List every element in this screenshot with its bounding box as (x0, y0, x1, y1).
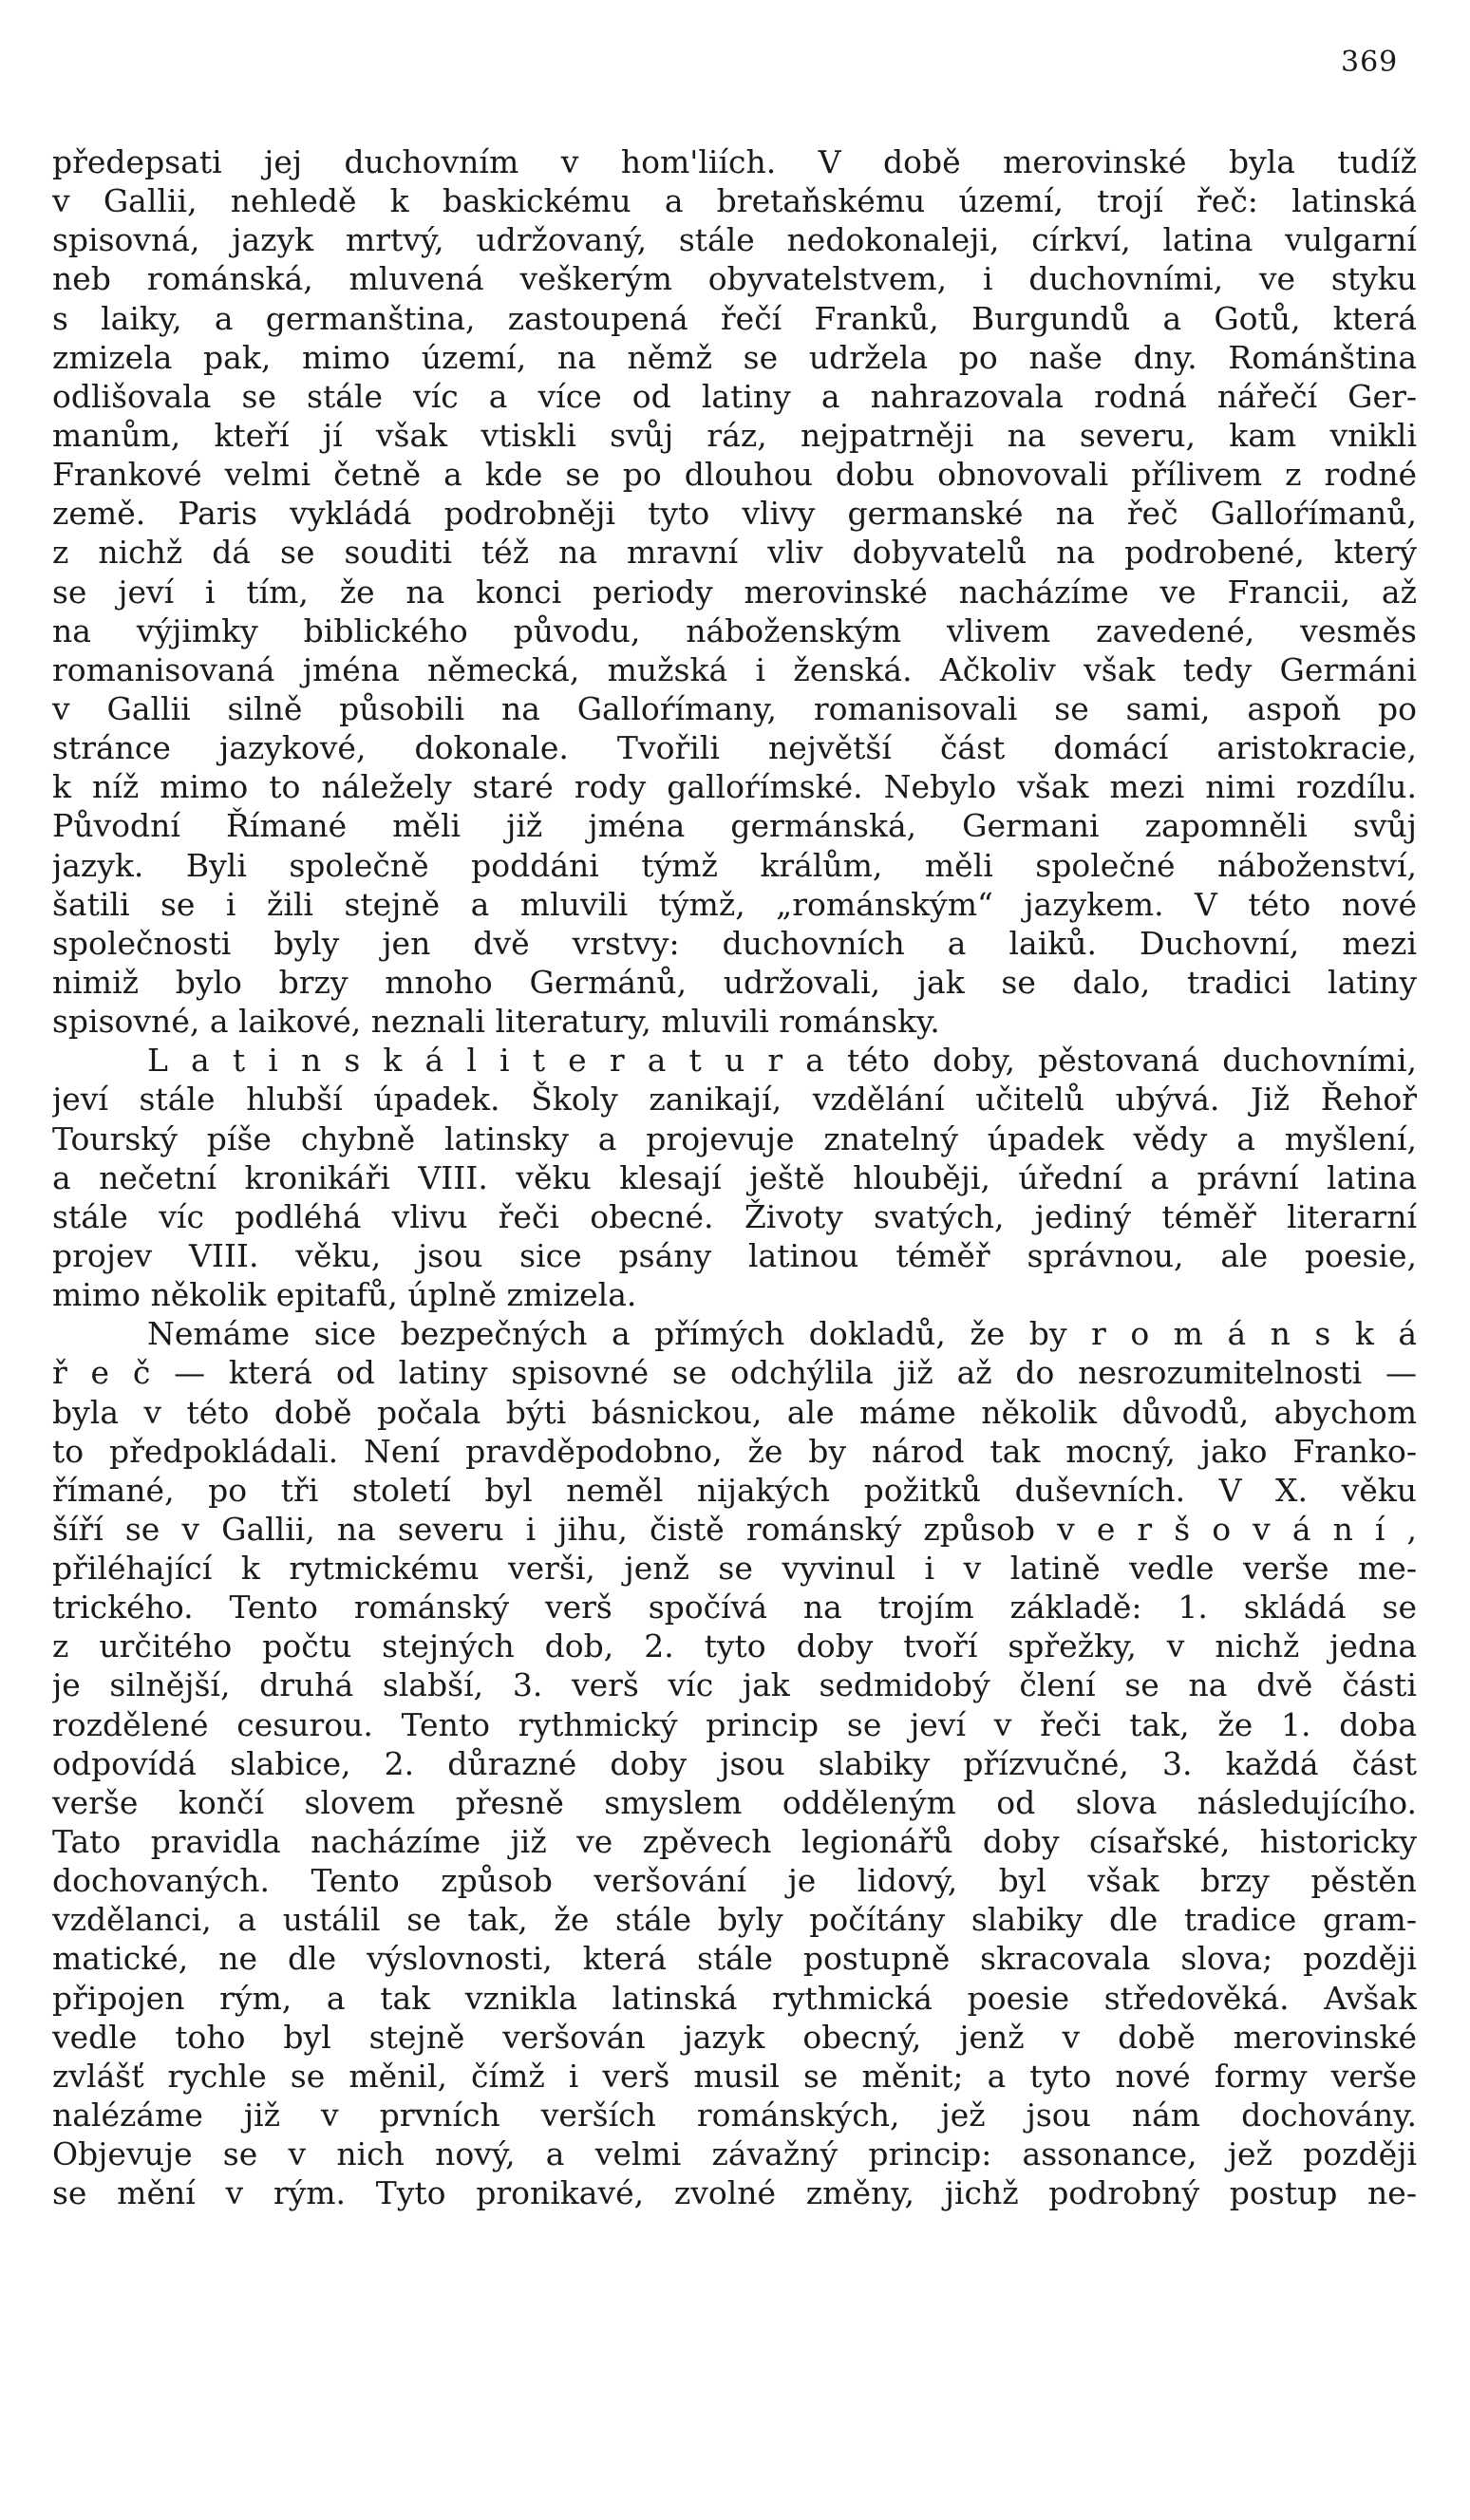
text-line: L a t i n s k á l i t e r a t u r a této doby, pěstovaná duchovními, (147, 1042, 1417, 1080)
text-line: to předpokládali. Není pravděpodobno, že by národ tak mocný, jako Franko- (52, 1432, 1417, 1470)
text-line: vzdělanci, a ustálil se tak, že stále byly počítány slabiky dle tradice gram- (52, 1901, 1417, 1939)
text-line: šatili se i žili stejně a mluvili týmž, „románským“ jazykem. V této nové (52, 885, 1417, 923)
text-line: matické, ne dle výslovnosti, která stále postupně skracovala slova; později (52, 1940, 1417, 1978)
text-line: společnosti byly jen dvě vrstvy: duchovních a laiků. Duchovní, mezi (52, 924, 1417, 962)
text-line: římané, po tři století byl neměl nijakých požitků duševních. V X. věku (52, 1471, 1417, 1509)
text-line: manům, kteří jí však vtiskli svůj ráz, nejpatrněji na severu, kam vnikli (52, 416, 1417, 454)
text-line: odpovídá slabice, 2. důrazné doby jsou slabiky přízvučné, 3. každá část (52, 1744, 1417, 1782)
text-line: Frankové velmi četně a kde se po dlouhou dobu obnovovali přílivem z rodné (52, 456, 1417, 494)
text-line: byla v této době počala býti básnickou, ale máme několik důvodů, abychom (52, 1393, 1417, 1431)
text-line: a nečetní kronikáři VIII. věku klesají ještě hlouběji, úřední a právní latina (52, 1158, 1417, 1196)
text-line: vedle toho byl stejně veršován jazyk obecný, jenž v době merovinské (52, 2018, 1417, 2056)
text-line: z nichž dá se souditi též na mravní vliv dobyvatelů na podrobené, který (52, 534, 1417, 572)
text-line: na výjimky biblického původu, náboženským vlivem zavedené, vesměs (52, 611, 1417, 649)
text-line: nalézáme již v prvních verších románských, jež jsou nám dochovány. (52, 2097, 1417, 2134)
text-line: rozdělené cesurou. Tento rythmický princip se jeví v řeči tak, že 1. doba (52, 1705, 1417, 1743)
text-line: s laiky, a germanština, zastoupená řečí Franků, Burgundů a Gotů, která (52, 299, 1417, 337)
text-line: připojen rým, a tak vznikla latinská rythmická poesie středověká. Avšak (52, 1979, 1417, 2017)
text-line: odlišovala se stále víc a více od latiny a nahrazovala rodná nářečí Ger- (52, 377, 1417, 415)
text-line: k níž mimo to náležely staré rody galloŕímské. Nebylo však mezi nimi rozdílu. (52, 768, 1417, 806)
text-line: projev VIII. věku, jsou sice psány latinou téměř správnou, ale poesie, (52, 1236, 1417, 1274)
text-line: se jeví i tím, že na konci periody merovinské nacházíme ve Francii, až (52, 573, 1417, 611)
text-line: Nemáme sice bezpečných a přímých dokladů, že by r o m á n s k á (147, 1315, 1417, 1353)
text-line: šíří se v Gallii, na severu i jihu, čistě románský způsob v e r š o v á n í , (52, 1510, 1417, 1548)
text-line: spisovné, a laikové, neznali literatury, mluvili románsky. (52, 1003, 940, 1041)
text-line: trického. Tento románský verš spočívá na trojím základě: 1. skládá se (52, 1589, 1417, 1627)
text-line: stránce jazykové, dokonale. Tvořili největší část domácí aristokracie, (52, 729, 1417, 767)
page-number: 369 (1341, 46, 1399, 79)
text-line: je silnější, druhá slabší, 3. verš víc jak sedmidobý člení se na dvě části (52, 1666, 1417, 1704)
text-line: mimo několik epitafů, úplně zmizela. (52, 1276, 637, 1314)
text-line: Původní Římané měli již jména germánská, Germani zapomněli svůj (52, 807, 1417, 845)
text-line: Objevuje se v nich nový, a velmi závažný princip: assonance, jež později (52, 2135, 1417, 2173)
text-line: ř e č — která od latiny spisovné se odchýlila již až do nesrozumitelnosti — (52, 1354, 1417, 1392)
text-line: spisovná, jazyk mrtvý, udržovaný, stále nedokonaleji, církví, latina vulgarní (52, 221, 1417, 259)
text-line: neb románská, mluvená veškerým obyvatelstvem, i duchovními, ve styku (52, 260, 1417, 298)
text-line: se mění v rým. Tyto pronikavé, zvolné změny, jichž podrobný postup ne- (52, 2174, 1417, 2212)
text-line: země. Paris vykládá podrobněji tyto vlivy germanské na řeč Galloŕímanů, (52, 495, 1417, 533)
text-line: Tato pravidla nacházíme již ve zpěvech legionářů doby císařské, historicky (52, 1823, 1417, 1861)
text-line: verše končí slovem přesně smyslem odděleným od slova následujícího. (52, 1783, 1417, 1821)
text-line: přiléhající k rytmickému verši, jenž se vyvinul i v latině vedle verše me- (52, 1550, 1417, 1588)
text-line: v Gallii, nehledě k baskickému a bretaňskému území, trojí řeč: latinská (52, 182, 1417, 220)
text-line: Tourský píše chybně latinsky a projevuje znatelný úpadek vědy a myšlení, (52, 1119, 1417, 1157)
text-line: předepsati jej duchovním v hom'liích. V době merovinské byla tudíž (52, 143, 1417, 180)
text-line: stále víc podléhá vlivu řeči obecné. Životy svatých, jediný téměř literarní (52, 1197, 1417, 1235)
text-line: jeví stále hlubší úpadek. Školy zanikají, vzdělání učitelů ubývá. Již Řehoř (52, 1081, 1417, 1119)
text-line: nimiž bylo brzy mnoho Germánů, udržovali, jak se dalo, tradici latiny (52, 963, 1417, 1001)
text-line: zmizela pak, mimo území, na němž se udržela po naše dny. Románština (52, 338, 1417, 376)
body-text (52, 142, 1417, 2212)
text-line: romanisovaná jména německá, mužská i ženská. Ačkoliv však tedy Germáni (52, 650, 1417, 688)
text-line: v Gallii silně působili na Galloŕímany, romanisovali se sami, aspoň po (52, 689, 1417, 727)
text-line: zvlášť rychle se měnil, čímž i verš musil se měnit; a tyto nové formy verše (52, 2057, 1417, 2095)
text-line: dochovaných. Tento způsob veršování je lidový, byl však brzy pěstěn (52, 1862, 1417, 1900)
text-line: jazyk. Byli společně poddáni týmž králům, měli společné náboženství, (52, 846, 1417, 884)
text-line: z určitého počtu stejných dob, 2. tyto doby tvoří spřežky, v nichž jedna (52, 1627, 1417, 1665)
